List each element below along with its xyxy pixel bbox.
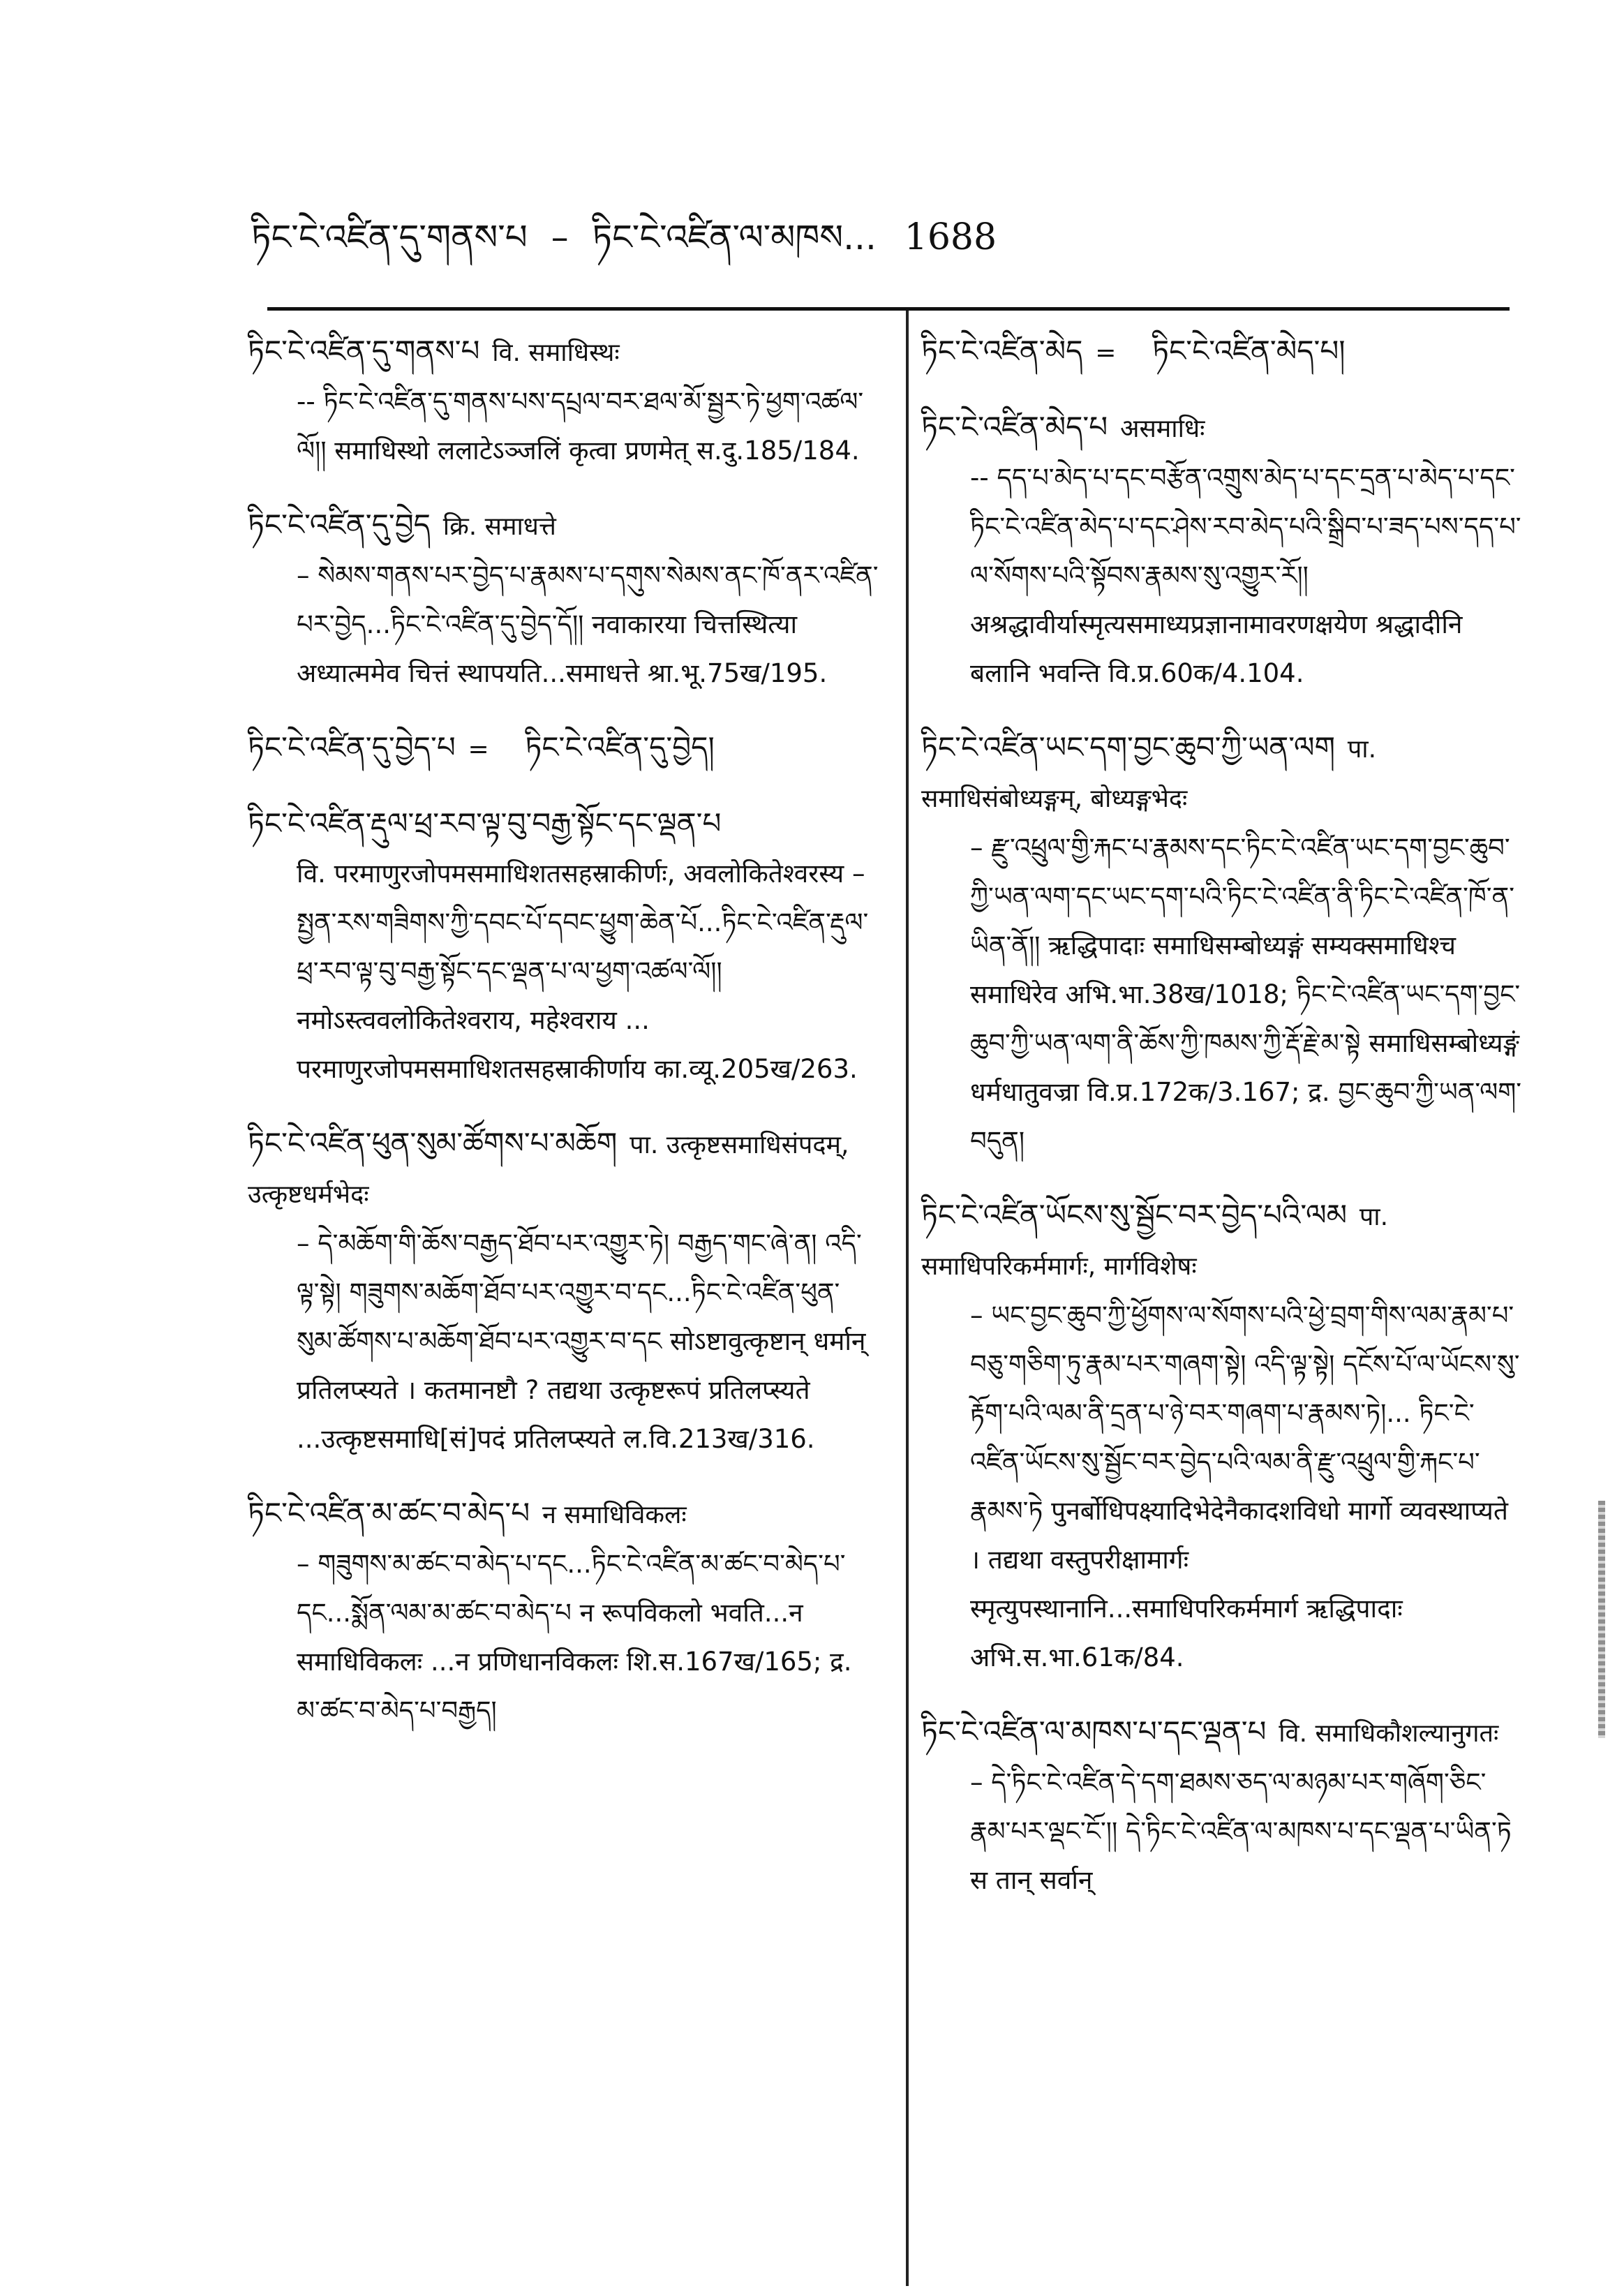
entry-category: पा. समाधिसंबोध्यङ्गम्, बोध्यङ्गभेदः (921, 735, 1377, 813)
entry-category: वि. समाधिस्थः (492, 339, 620, 367)
entry-text: – སེམས་གནས་པར་བྱེད་པ་རྣམས་པ་དགུས་སེམས་ནང་ཁོ་ནར་འཛིན་པར་བྱེད...ཏིང་ངེ་འཛིན་དུ་བྱེད་དོ།། नवाकारया चित्तस्थित्या अध्यात्ममेव चित्तं स्थापयति...समाधत्ते श्रा.भू.75ख/195. (297, 561, 879, 688)
page-number: 1688 (904, 216, 997, 258)
entry-category: पा. समाधिपरिकर्ममार्गः, मार्गविशेषः (921, 1203, 1389, 1281)
dictionary-entry (248, 723, 879, 774)
entry-category: क्रि. समाधत्ते (442, 512, 556, 541)
entry-text: ཏིང་ངེ་འཛིན་དུ་བྱེད། (525, 730, 715, 764)
dictionary-entry (921, 327, 1521, 378)
entry-category: वि. परमाणुरजोपमसमाधिशतसहस्राकीर्णः, अवलोकितेश्वरस्य (297, 859, 844, 889)
running-header (251, 213, 1507, 262)
entry-text: – སྤྱན་རས་གཟིགས་ཀྱི་དབང་པོ་དབང་ཕྱུག་ཆེན་པོ...ཏིང་ངེ་འཛིན་རྡུལ་ཕྲ་རབ་ལྟ་བུ་བརྒྱ་སྟོང་དང་ལྡན་པ་ལ་ཕྱག་འཚལ་ལོ།། नमोऽस्त्ववलोकितेश्वराय, महेश्वराय ... परमाणुरजोपमसमाधिशतसहस्राकीर्णाय का.व्यू.205ख/263. (297, 859, 869, 1084)
dictionary-entry (921, 1707, 1521, 1905)
entry-headword: ཏིང་ངེ་འཛིན་མེད (921, 334, 1083, 368)
entry-headword: ཏིང་ངེ་འཛིན་དུ་གནས་པ (248, 334, 480, 368)
entry-text: – རྫུ་འཕྲུལ་གྱི་རྐང་པ་རྣམས་དང་ཏིང་ངེ་འཛིན་ཡང་དག་བྱང་ཆུབ་ཀྱི་ཡན་ལག་དང་ཡང་དག་པའི་ཏིང་ངེ་འཛིན་ནི་ཏིང་ངེ་འཛིན་ཁོ་ན་ཡིན་ནོ།། ऋद्धिपादाः समाधिसम्बोध्यङ्गं सम्यक्समाधिश्च समाधिरेव अभि.भा.38ख/1018; ཏིང་ངེ་འཛིན་ཡང་དག་བྱང་ཆུབ་ཀྱི་ཡན་ལག་ནི་ཆོས་ཀྱི་ཁམས་ཀྱི་རྡོ་རྗེ་མ་སྟེ समाधिसम्बोध्यङ्गं धर्मधातुवज्रा वि.प्र.172क/3.167; द्र. བྱང་ཆུབ་ཀྱི་ཡན་ལག་བདུན། (970, 833, 1522, 1156)
entry-category: = (1095, 339, 1117, 367)
left-column (248, 327, 879, 1760)
entry-text: -- ཏིང་ངེ་འཛིན་དུ་གནས་པས་དཔྲལ་བར་ཐལ་མོ་སྦྱར་ཏེ་ཕྱག་འཚལ་ལོ།། समाधिस्थो ललाटेऽञ्जलिं कृत्वा प्रणमेत् स.दु.185/184. (297, 387, 864, 466)
dictionary-entry (248, 1489, 879, 1735)
entry-headword: ཏིང་ངེ་འཛིན་ཡོངས་སུ་སྦྱོང་བར་བྱེད་པའི་ལམ (921, 1198, 1348, 1232)
dictionary-entry (921, 403, 1521, 698)
entry-text: -- དད་པ་མེད་པ་དང་བརྩོན་འགྲུས་མེད་པ་དང་དྲན་པ་མེད་པ་དང་ཏིང་ངེ་འཛིན་མེད་པ་དང་ཤེས་རབ་མེད་པའི་སྒྲིབ་པ་ཟད་པས་དད་པ་ལ་སོགས་པའི་སྟོབས་རྣམས་སུ་འགྱུར་རོ།། अश्रद्धावीर्यास्मृत्यसमाध्यप्रज्ञानामावरणक्षयेण श्रद्धादीनि बलानि भवन्ति वि.प्र.60क/4.104. (970, 463, 1521, 688)
header-separator: – (551, 217, 569, 258)
entry-headword: ཏིང་ངེ་འཛིན་དུ་བྱེད་པ (248, 730, 456, 764)
entry-headword: ཏིང་ངེ་འཛིན་མེད་པ (921, 410, 1108, 444)
header-left-headword: ཏིང་ངེ་འཛིན་དུ་གནས་པ (251, 217, 528, 258)
dictionary-entry (921, 723, 1521, 1166)
right-column (921, 327, 1521, 1930)
entry-headword: ཏིང་ངེ་འཛིན་ཡང་དག་བྱང་ཆུབ་ཀྱི་ཡན་ལག (921, 730, 1336, 764)
entry-category: = (468, 735, 489, 764)
entry-category: असमाधिः (1119, 415, 1205, 443)
dictionary-entry (248, 799, 879, 1094)
entry-text: – གཟུགས་མ་ཚང་བ་མེད་པ་དང...ཏིང་ངེ་འཛིན་མ་ཚང་བ་མེད་པ་དང...སྨོན་ལམ་མ་ཚང་བ་མེད་པ न रूपविकलो भवति...न समाधिविकलः ...न प्रणिधानविकलः शि.स.167ख/165; द्र. མ་ཚང་བ་མེད་པ་བརྒྱད། (297, 1549, 852, 1726)
dictionary-entry (248, 500, 879, 698)
header-right-headword: ཏིང་ངེ་འཛིན་ལ་མཁས... (592, 217, 877, 258)
entry-text: – དེ་ཏིང་ངེ་འཛིན་དེ་དག་ཐམས་ཅད་ལ་མཉམ་པར་གཞོག་ཅིང་རྣམ་པར་ལྡང་ངོ་།། དེ་ཏིང་ངེ་འཛིན་ལ་མཁས་པ་དང་ལྡན་པ་ཡིན་ཏེ स तान् सर्वान् (970, 1767, 1512, 1895)
entry-text: – ཡང་བྱང་ཆུབ་ཀྱི་ཕྱོགས་ལ་སོགས་པའི་ཕྱེ་བྲག་གིས་ལམ་རྣམ་པ་བཅུ་གཅིག་ཏུ་རྣམ་པར་གཞག་སྟེ། འདི་ལྟ་སྟེ། དངོས་པོ་ལ་ཡོངས་སུ་རྟོག་པའི་ལམ་ནི་དྲན་པ་ཉེ་བར་གཞག་པ་རྣམས་ཏེ།... ཏིང་ངེ་འཛིན་ཡོངས་སུ་སྦྱོང་བར་བྱེད་པའི་ལམ་ནི་རྫུ་འཕྲུལ་གྱི་རྐང་པ་རྣམས་ཏེ पुनर्बोधिपक्ष्यादिभेदेनैकादशविधो मार्गो व्यवस्थाप्यते । तद्यथा वस्तुपरीक्षामार्गः स्मृत्युपस्थानानि...समाधिपरिकर्ममार्ग ऋद्धिपादाः अभि.स.भा.61क/84. (970, 1300, 1520, 1672)
entry-text: – དེ་མཆོག་གི་ཆོས་བརྒྱད་ཐོབ་པར་འགྱུར་ཏེ། བརྒྱད་གང་ཞེ་ན། འདི་ལྟ་སྟེ། གཟུགས་མཆོག་ཐོབ་པར་འགྱུར་བ་དང...ཏིང་ངེ་འཛིན་ཕུན་སུམ་ཚོགས་པ་མཆོག་ཐོབ་པར་འགྱུར་བ་དང सोऽष्टावुत्कृष्टान् धर्मान् प्रतिलप्स्यते । कतमानष्टौ ? तद्यथा उत्कृष्टरूपं प्रतिलप्स्यते ...उत्कृष्टसमाधि[सं]पदं प्रतिलप्स्यते ल.वि.213ख/316. (297, 1229, 866, 1454)
scan-edge-mark (1598, 1501, 1605, 1738)
entry-text: ཏིང་ངེ་འཛིན་མེད་པ། (1152, 334, 1346, 368)
entry-headword: ཏིང་ངེ་འཛིན་རྡུལ་ཕྲ་རབ་ལྟ་བུ་བརྒྱ་སྟོང་དང་ལྡན་པ (248, 806, 722, 840)
entry-category: वि. समाधिकौशल्यानुगतः (1279, 1719, 1499, 1748)
dictionary-entry (248, 327, 879, 475)
dictionary-entry (248, 1119, 879, 1464)
header-rule (267, 307, 1510, 311)
entry-category: पा. उत्कृष्टसमाधिसंपदम्, उत्कृष्टधर्मभेदः (248, 1131, 849, 1209)
entry-headword: ཏིང་ངེ་འཛིན་མ་ཚང་བ་མེད་པ (248, 1496, 530, 1530)
entry-headword: ཏིང་ངེ་འཛིན་ཕུན་སུམ་ཚོགས་པ་མཆོག (248, 1126, 618, 1160)
entry-headword: ཏིང་ངེ་འཛིན་དུ་བྱེད (248, 507, 431, 542)
entry-category: न समाधिविकलः (542, 1501, 687, 1529)
entry-headword: ཏིང་ངེ་འཛིན་ལ་མཁས་པ་དང་ལྡན་པ (921, 1714, 1267, 1749)
dictionary-entry (921, 1191, 1521, 1682)
column-divider (906, 311, 909, 2286)
